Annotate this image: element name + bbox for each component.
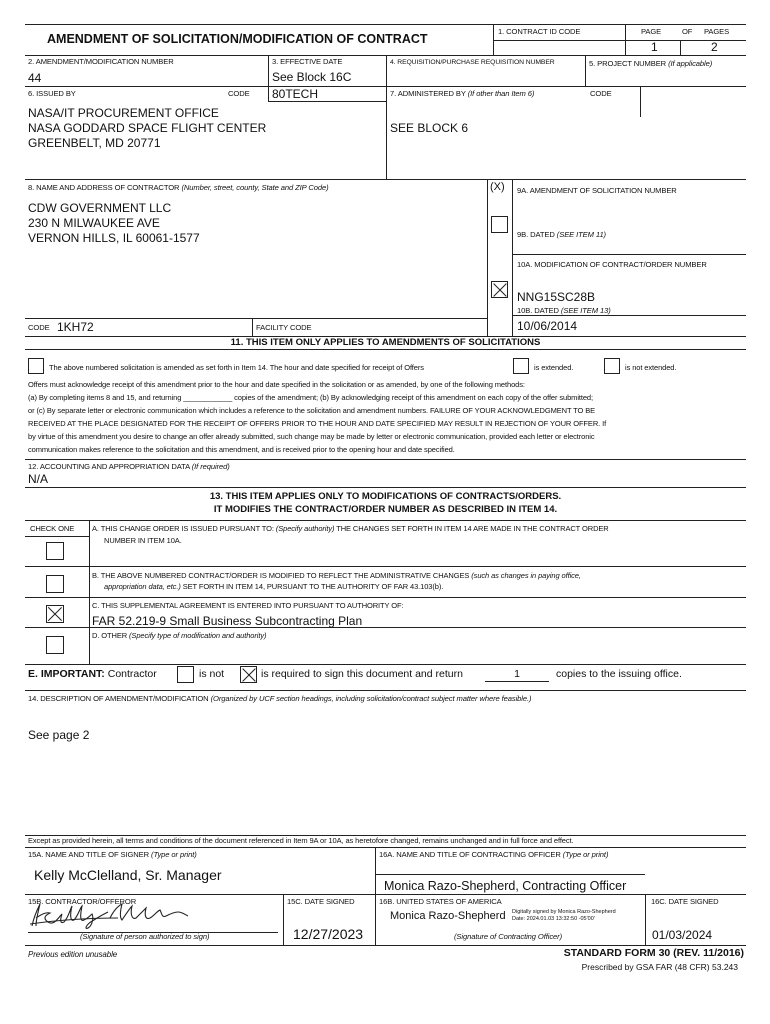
united-states-label: 16B. UNITED STATES OF AMERICA	[379, 897, 502, 906]
administered-by-value: SEE BLOCK 6	[390, 121, 469, 135]
checkbox-13d[interactable]	[46, 636, 64, 654]
section-13a-line-2: NUMBER IN ITEM 10A.	[104, 536, 182, 545]
project-number-label: 5. PROJECT NUMBER (If applicable)	[589, 59, 713, 68]
form-title: AMENDMENT OF SOLICITATION/MODIFICATION OF CONTRACT	[47, 32, 428, 46]
check-one-label: CHECK ONE	[30, 524, 75, 533]
signer-name-label: 15A. NAME AND TITLE OF SIGNER (Type or print)	[28, 850, 197, 859]
contract-id-code-label: 1. CONTRACT ID CODE	[498, 27, 581, 36]
section-11-para-3: or (c) By separate letter or electronic communication which includes a reference to the solicitation and amendment numbers. FAILURE OF YOUR ACKNOWLEDGMENT TO BE	[28, 406, 596, 415]
previous-edition: Previous edition unusable	[28, 950, 118, 959]
issued-by-line-1: NASA/IT PROCUREMENT OFFICE	[28, 106, 219, 120]
checkbox-not-extended[interactable]	[604, 358, 620, 374]
co-signature-note: (Signature of Contracting Officer)	[454, 932, 563, 941]
page-label: PAGE	[641, 27, 662, 36]
amendment-solicitation-label: 9A. AMENDMENT OF SOLICITATION NUMBER	[517, 186, 677, 195]
of-label: OF	[682, 27, 693, 36]
not-extended-label: is not extended.	[625, 363, 677, 372]
issued-by-label: 6. ISSUED BY	[28, 89, 76, 98]
administered-by-code-label: CODE	[590, 89, 612, 98]
signer-name: Kelly McClelland, Sr. Manager	[34, 867, 222, 883]
important-is-not: is not	[199, 668, 225, 680]
section-11-para-5: by virtue of this amendment you desire to change an offer already submitted, such change may be made by letter or electronic communication, provided each letter or electronic	[28, 432, 595, 441]
section-13b-line-2: appropriation data, etc.) SET FORTH IN ITEM 14, PURSUANT TO THE AUTHORITY OF FAR 43.103(b).	[104, 582, 444, 591]
administered-by-label: 7. ADMINISTERED BY (If other than Item 6)	[390, 89, 535, 98]
digital-signature-line-1: Digitally signed by Monica Razo-Shepherd	[512, 909, 616, 915]
description-value: See page 2	[28, 728, 90, 742]
checkbox-is-not[interactable]	[177, 666, 194, 683]
contractor-line-2: 230 N MILWAUKEE AVE	[28, 216, 160, 230]
date-signed-15c: 12/27/2023	[293, 926, 364, 942]
effective-date-label: 3. EFFECTIVE DATE	[272, 57, 343, 66]
digital-signature-line-2: Date: 2024.01.03 13:32:50 -05'00'	[512, 916, 595, 922]
section-13b-line-1: B. THE ABOVE NUMBERED CONTRACT/ORDER IS MODIFIED TO REFLECT THE ADMINISTRATIVE CHANGES (such as changes in paying office,	[92, 571, 581, 580]
date-signed-15c-label: 15C. DATE SIGNED	[287, 897, 355, 906]
important-row: E. IMPORTANT: Contractor	[28, 668, 157, 680]
section-11-para-4: RECEIVED AT THE PLACE DESIGNATED FOR THE RECEIPT OF OFFERS PRIOR TO THE HOUR AND DATE SPECIFIED MAY RESULT IN REJECTION OF YOUR OFFER. If	[28, 419, 607, 428]
contractor-line-1: CDW GOVERNMENT LLC	[28, 201, 172, 215]
contractor-signature	[28, 898, 228, 932]
section-13a-line-1: A. THIS CHANGE ORDER IS ISSUED PURSUANT TO: (Specify authority) THE CHANGES SET FORTH IN ITEM 14 ARE MADE IN THE CONTRACT ORDER	[92, 524, 609, 533]
amendment-number: 44	[28, 71, 42, 85]
requisition-number-label: 4. REQUISITION/PURCHASE REQUISITION NUMBER	[390, 59, 555, 66]
contractor-line-3: VERNON HILLS, IL 60061-1577	[28, 231, 200, 245]
section-13-title-1: 13. THIS ITEM APPLIES ONLY TO MODIFICATIONS OF CONTRACTS/ORDERS.	[209, 491, 562, 502]
checkbox-9a[interactable]	[491, 216, 508, 233]
checkbox-is-required[interactable]	[240, 666, 257, 683]
except-text: Except as provided herein, all terms and conditions of the document referenced in Item 9A or 10A, as heretofore changed, remains unchanged and in full force and effect.	[28, 836, 574, 845]
dated-10b-label: 10B. DATED (SEE ITEM 13)	[517, 306, 611, 315]
checkbox-13c[interactable]	[46, 605, 64, 623]
accounting-data-value: N/A	[28, 472, 49, 486]
dated-10b-value: 10/06/2014	[517, 319, 578, 333]
section-11-line-1: The above numbered solicitation is amended as set forth in Item 14. The hour and date specified for receipt of Offers	[49, 363, 424, 372]
contractor-code: 1KH72	[57, 320, 94, 334]
contractor-offeror-label: 15B. CONTRACTOR/OFFEROR	[28, 897, 137, 906]
contracting-officer-label: 16A. NAME AND TITLE OF CONTRACTING OFFICER (Type or print)	[379, 850, 609, 859]
contractor-address-label: 8. NAME AND ADDRESS OF CONTRACTOR (Number, street, county, State and ZIP Code)	[28, 183, 329, 192]
effective-date: See Block 16C	[272, 70, 352, 84]
standard-form-prescribed: Prescribed by GSA FAR (48 CFR) 53.243	[581, 962, 738, 972]
standard-form-title: STANDARD FORM 30 (REV. 11/2016)	[563, 947, 744, 959]
amendment-number-label: 2. AMENDMENT/MODIFICATION NUMBER	[28, 57, 174, 66]
section-11-para-1: Offers must acknowledge receipt of this amendment prior to the hour and date specified in the solicitation or as amended, by one of the following methods:	[28, 380, 525, 389]
modification-contract-label: 10A. MODIFICATION OF CONTRACT/ORDER NUMBER	[517, 260, 707, 269]
section-13d-line-1: D. OTHER (Specify type of modification and authority)	[92, 631, 267, 640]
section-11-title: 11. THIS ITEM ONLY APPLIES TO AMENDMENTS OF SOLICITATIONS	[230, 337, 541, 348]
section-13c-authority: FAR 52.219-9 Small Business Subcontracting Plan	[92, 614, 363, 628]
date-signed-16c-label: 16C. DATE SIGNED	[651, 897, 719, 906]
issued-by-code-label: CODE	[228, 89, 250, 98]
issued-by-line-3: GREENBELT, MD 20771	[28, 136, 161, 150]
issued-by-line-2: NASA GODDARD SPACE FLIGHT CENTER	[28, 121, 267, 135]
checkbox-13a[interactable]	[46, 542, 64, 560]
page-number: 1	[651, 40, 658, 54]
checkbox-10a[interactable]	[491, 281, 508, 298]
important-tail: copies to the issuing office.	[556, 668, 682, 680]
x-column-label: (X)	[490, 181, 505, 193]
accounting-data-label: 12. ACCOUNTING AND APPROPRIATION DATA (If required)	[28, 462, 230, 471]
modification-contract-number: NNG15SC28B	[517, 290, 596, 304]
checkbox-13b[interactable]	[46, 575, 64, 593]
contractor-signature-note: (Signature of person authorized to sign)	[80, 932, 210, 941]
description-label: 14. DESCRIPTION OF AMENDMENT/MODIFICATION (Organized by UCF section headings, including solicitation/contract subject matter where feasible.)	[28, 694, 532, 703]
section-11-para-6: communication makes reference to the solicitation and this amendment, and is received prior to the opening hour and date specified.	[28, 445, 455, 454]
checkbox-offers-amended[interactable]	[28, 358, 44, 374]
date-signed-16c: 01/03/2024	[652, 928, 713, 942]
issued-by-code: 80TECH	[272, 87, 319, 101]
contractor-code-label: CODE	[28, 323, 50, 332]
co-signature-name: Monica Razo-Shepherd	[390, 910, 506, 922]
pages-label: PAGES	[704, 27, 730, 36]
section-13c-line-1: C. THIS SUPPLEMENTAL AGREEMENT IS ENTERED INTO PURSUANT TO AUTHORITY OF:	[92, 601, 404, 610]
important-required: is required to sign this document and return	[261, 668, 463, 680]
important-copies: 1	[485, 668, 549, 682]
extended-label: is extended.	[534, 363, 574, 372]
facility-code-label: FACILITY CODE	[256, 323, 312, 332]
checkbox-extended[interactable]	[513, 358, 529, 374]
contracting-officer-name: Monica Razo-Shepherd, Contracting Officer	[384, 879, 627, 893]
pages-total: 2	[711, 40, 718, 54]
section-13-title-2: IT MODIFIES THE CONTRACT/ORDER NUMBER AS DESCRIBED IN ITEM 14.	[213, 504, 558, 515]
section-11-para-2: (a) By completing items 8 and 15, and returning ____________ copies of the amendment; (b) By acknowledging receipt of this amendment on each copy of the offer submitted;	[28, 393, 593, 402]
dated-9b-label: 9B. DATED (SEE ITEM 11)	[517, 230, 606, 239]
